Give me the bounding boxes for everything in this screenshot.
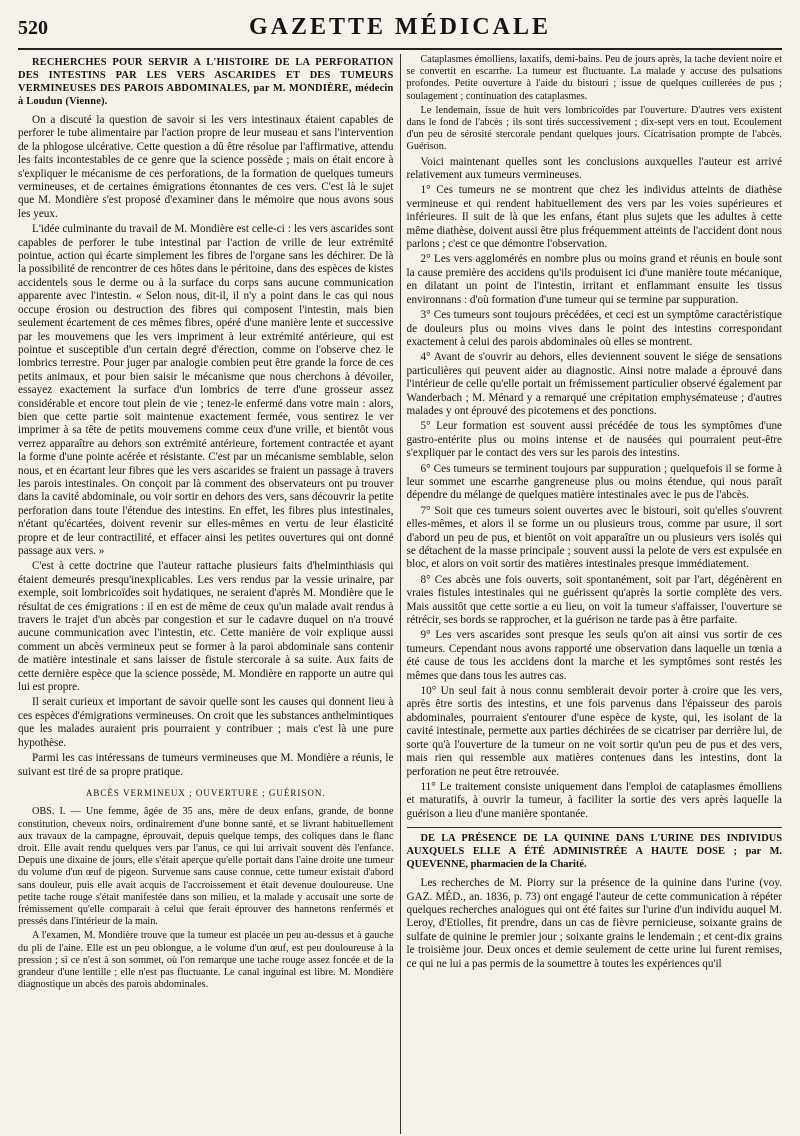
paragraph: Voici maintenant quelles sont les conclusions auxquelles l'auteur est arrivé relativement aux tumeurs vermineuses. [406,155,782,182]
section-divider [407,827,783,828]
text-columns [18,54,782,1134]
right-column [401,54,783,1134]
observation-heading: ABCÈS VERMINEUX ; OUVERTURE ; GUÉRISON. [85,787,326,798]
conclusion-item: 2° Les vers agglomérés en nombre plus ou moins grand et réunis en boule sont la cause première des accidens qu'ils produisent ici d'une manière toute mécanique, en dilatant un point de l'intestin, irritant et enflammant ensuite les tissus environnans : d'où formation d'une tumeur qui se termine par suppuration. [406,253,782,306]
conclusion-item: 8° Ces abcès une fois ouverts, soit spontanément, soit par l'art, dégénèrent en vraies fistules intestinales qui ne guérissent qu'après la sortie complète des vers. Mais aussitôt que cette sortie a eu lieu, on voit la tumeur s'affaisser, l'ouverture se rétrécir, ses bords se rapprocher, et la guérison ne tarde pas à être parfaite. [406,573,782,627]
conclusion-item: 9° Les vers ascarides sont presque les seuls qu'on ait ainsi vus sortir de ces tumeurs. Cependant nous avons rapporté une observation dans laquelle un tœnia a été cause de tous les accidens dont la marche et les symptômes sont restés les mêmes que dans tous les autres cas. [406,629,782,682]
paragraph: On a discuté la question de savoir si les vers intestinaux étaient capables de perforer le tube alimentaire par l'action propre de leur museau et sans l'intervention de la phlogose ulcérative. Cette question a dû être résolue par l'affirmative, attendu les faits incontestables de ce genre que la science possède ; mais on était encore à s'expliquer le mécanisme de ces perforations, de la formation de quelques tumeurs vermineuses, et de certaines émigrations étonnantes de ces vers. C'est là le sujet que M. Mondière s'est proposé d'examiner dans le mémoire que nous avons sous les yeux. [18,114,394,220]
conclusion-item: 3° Ces tumeurs sont toujours précédées, et ceci est un symptôme caractéristique de douleurs plus ou moins vives dans le point des intestins correspondant exactement à celui des parois abdominales où elles se montrent. [406,309,782,348]
paragraph: C'est à cette doctrine que l'auteur rattache plusieurs faits d'helminthiasis qui étaient demeurés presqu'inexplicables. Les vers rendus par la vessie urinaire, par exemple, soit lombricoïdes soit hydatiques, ne seraient d'après M. Mondière que le résultat de ces émigrations : il en est de même de ceux qu'un malade avait rendus à travers le trajet d'un abcès par congestion et sur le cadavre duquel on n'a trouvé aucune communication avec l'intestin, etc. Cette manière de voir explique aussi comment un abcès vermineux peut se former à la paroi abdominale sans contenir de matière intestinale et sans laisser de fistule stercorale à sa suite. Aux faits de cette dernière espèce que la science possède, M. Mondière en rapporte un autre qui lui est propre. [18,560,394,694]
observation-paragraph: A l'examen, M. Mondière trouve que la tumeur est placée un peu au-dessus et à gauche du pli de l'aine. Elle est un peu oblongue, a le volume d'un œuf, est peu douloureuse à la pression ; si ce n'est à son sommet, où l'on remarque une tache rouge assez foncée et de la grandeur d'une lentille ; elle n'est pas fluctuante. Le canal inguinal est libre. M. Mondière diagnostique un abcès des parois abdominales. [18,930,394,991]
conclusion-item: 10° Un seul fait à nous connu semblerait devoir porter à croire que les vers, après être sortis des intestins, et une fois parvenus dans l'épaisseur des parois abdominales, pourraient s'entourer d'une espèce de kyste, qui, les isolant de la cavité intestinale, permette aux parties déchirées de se cicatriser par derrière lui, de sorte qu'à l'ouverture de la tumeur on ne voit sortir qu'un peu de pus et des vers, mais rien qui ressemble aux matières contenues dans les intestins, dont la perforation ne peut être retrouvée. [406,685,782,778]
page-number: 520 [18,17,48,39]
observation-paragraph: Cataplasmes émolliens, laxatifs, demi-bains. Peu de jours après, la tache devient noire et se convertit en escarrhe. La tumeur est fluctuante. La malade y accuse des pulsations profondes. Petite ouverture à l'aide du bistouri ; issue de quelques cuillerées de pus ; soulagement ; continuation des cataplasmes. [406,54,782,102]
observation-paragraph: OBS. I. — Une femme, âgée de 35 ans, mère de deux enfans, grande, de bonne constitution, cheveux noirs, ordinairement d'une bonne santé, et se livrant habituellement aux travaux de la campagne, éprouvait, depuis quelque temps, des coliques dans le flanc droit. Elle avait rendu quelques vers par l'anus, ce qui lui arrivait souvent dès l'enfance. Depuis une dixaine de jours, elle s'était aperçue qu'elle portait dans l'aine droite une tumeur du volume d'un œuf de pigeon. Survenue sans cause connue, cette tumeur existait d'abord sans douleur, puis elle avait acquis de l'accroissement et était devenue douloureuse. Une petite tache rouge s'était manifestée dans son milieu, et la malade y accusait une sorte de frémissement qu'elle comparait à celui que ferait éprouver des hannetons renfermés et pressés dans l'intérieur de la main. [18,806,394,928]
conclusion-item: 11° Le traitement consiste uniquement dans l'emploi de cataplasmes émolliens et maturatifs, à ouvrir la tumeur, à faciliter la sortie des vers après laquelle la guérison a lieu d'une manière spontanée. [406,780,782,820]
article-title: DE LA PRÉSENCE DE LA QUININE DANS L'URINE DES INDIVIDUS AUXQUELS ELLE A ÉTÉ ADMINISTRÉE A HAUTE DOSE ; par M. QUEVENNE, pharmacien de la Charité. [406,833,782,871]
conclusion-item: 1° Ces tumeurs ne se montrent que chez les individus atteints de diathèse vermineuse et qui rendent habituellement des vers par les voies supérieures et inférieures. Il suit de là que les enfans, étant plus sujets que les adultes à cette même diathèse, doivent aussi être plus fréquemment atteints de l'accident dont nous parlons ; c'est ce que démontre l'observation. [406,184,782,251]
paragraph: Les recherches de M. Piorry sur la présence de la quinine dans l'urine (voy. GAZ. MÉD., an. 1836, p. 73) ont engagé l'auteur de cette communication à répéter quelques recherches analogues qui ont été faites sur l'urine d'un individu auquel M. Leroy, d'Etiolles, fit prendre, dans un cas de fièvre pernicieuse, soixante grains de sulfate de quinine le premier jour ; soixante grains le lendemain ; et cent-dix grains le troisième jour. Deux onces et demie seulement de cette urine lui furent remises, ce qui ne lui a pas permis de la soumettre à toutes les expériences qu'il [406,877,782,970]
conclusion-item: 7° Soit que ces tumeurs soient ouvertes avec le bistouri, soit qu'elles s'ouvrent elles-mêmes, et alors il se forme un ou plusieurs trous, comme par usure, il sort d'abord un peu de pus, et bientôt on voit apparaître un ou plusieurs vers isolés qui se détachent de la masse principale ; souvent aussi la pelote de vers est expulsée en bloc, et alors on voit sortir des matières intestinales presque immédiatement. [406,504,782,571]
conclusion-item: 4° Avant de s'ouvrir au dehors, elles deviennent souvent le siége de sensations particulières qui peuvent aider au diagnostic. Ainsi notre malade a éprouvé dans l'intérieur de celle qu'elle portait un frémissement particulier observé également par Wanderbach ; M. Ménard y a remarqué une crépitation emphysémateuse ; d'autres malades y ont éprouvé des picotemens et des ponctions. [406,351,782,417]
paragraph: L'idée culminante du travail de M. Mondière est celle-ci : les vers ascarides sont capables de perforer le tube intestinal par l'action de vrille de leur extrémité pointue, action qui écarte simplement les fibres de l'organe sans les déchirer. De là la possibilité de rencontrer de ces hôtes dans le péritoine, dans des espèces de kistes accidentels sous le derme ou à la surface du corps sans aucune communication apparente avec l'intestin. « Selon nous, dit-il, il n'y a point dans le cas qui nous occupe érosion ou destruction des fibres qui composent l'intestin, mais bien seulement écartement de ces mêmes fibres, opéré d'une manière lente et successive par les mouvemens que les vers impriment à leur extrémité antérieure, qui est pointue et susceptible d'un certain degré d'érection, comme on l'observe chez le lombrics terrestre. Pour juger par analogie combien peut être grande la force de ces petits animaux, et pour bien saisir le mécanisme que nous cherchons à dévoiler, essayez exactement la surface d'un lombrics de terre d'une grosseur assez considérable et encore tout plein de vie ; tenez-le enfermé dans votre main : alors, bien que cette partie soit maintenue exactement fermée, vous sentirez le ver imprimer à sa tête de petits mouvemens comme ceux d'une vrille, et bientôt vous verrez apparaître au dehors son extrémité antérieure, fortement contractée et ayant la forme d'une pointe acérée et résistante. C'est par un mécanisme semblable, selon nous, et en écartant leur fibres que les vers ascarides se fraient un passage à travers les parois intestinales. On conçoit par là comment des observateurs ont pu trouver dans la cavité abdominale, ou voir sortir en dehors des vers, sans découvrir la petite perforation dans toute l'étendue des intestins. En effet, les fibres plus intestinales, n'étant qu'écartées, doivent revenir sur elles-mêmes en vertu de leur élasticité propre et de leur contractilité, et effacer ainsi les petites ouvertures qui ont donné passage aux vers. » [18,223,394,557]
conclusion-item: 5° Leur formation est souvent aussi précédée de tous les symptômes d'une gastro-entérite plus ou moins intense et de nausées qui pourraient peut-être s'expliquer par le contact des vers sur les parois des intestins. [406,420,782,460]
observation-paragraph: Le lendemain, issue de huit vers lombricoïdes par l'ouverture. D'autres vers existent dans le fond de l'abcès ; ils sont tirés successivement ; dix-sept vers en tout. Ecoulement d'un peu de sérosité stercorale pendant quelques jours. Cicatrisation prompte de l'abcès. Guérison. [406,104,782,153]
page-header [18,14,782,50]
conclusion-item: 6° Ces tumeurs se terminent toujours par suppuration ; quelquefois il se forme à leur sommet une escarrhe gangreneuse plus ou moins étendue, qui nous paraît dépendre du mélange de quelques matière intestinales avec le pus de l'abcès. [406,462,782,502]
paragraph: Il serait curieux et important de savoir quelle sont les causes qui donnent lieu à ces espèces d'émigrations vermineuses. On croit que les substances anthelmintiques que les malades auraient pris pourraient y contribuer ; mais c'est là une pure hypothèse. [18,696,394,749]
article-title: RECHERCHES POUR SERVIR A L'HISTOIRE DE LA PERFORATION DES INTESTINS PAR LES VERS ASCARIDES ET DES TUMEURS VERMINEUSES DES PAROIS ABDOMINALES, par M. MONDIÈRE, médecin à Loudun (Vienne). [18,57,394,107]
left-column [18,54,401,1134]
paragraph: Parmi les cas intéressans de tumeurs vermineuses que M. Mondière a réunis, le suivant est tiré de sa propre pratique. [18,752,394,778]
journal-title: GAZETTE MÉDICALE [248,14,552,40]
